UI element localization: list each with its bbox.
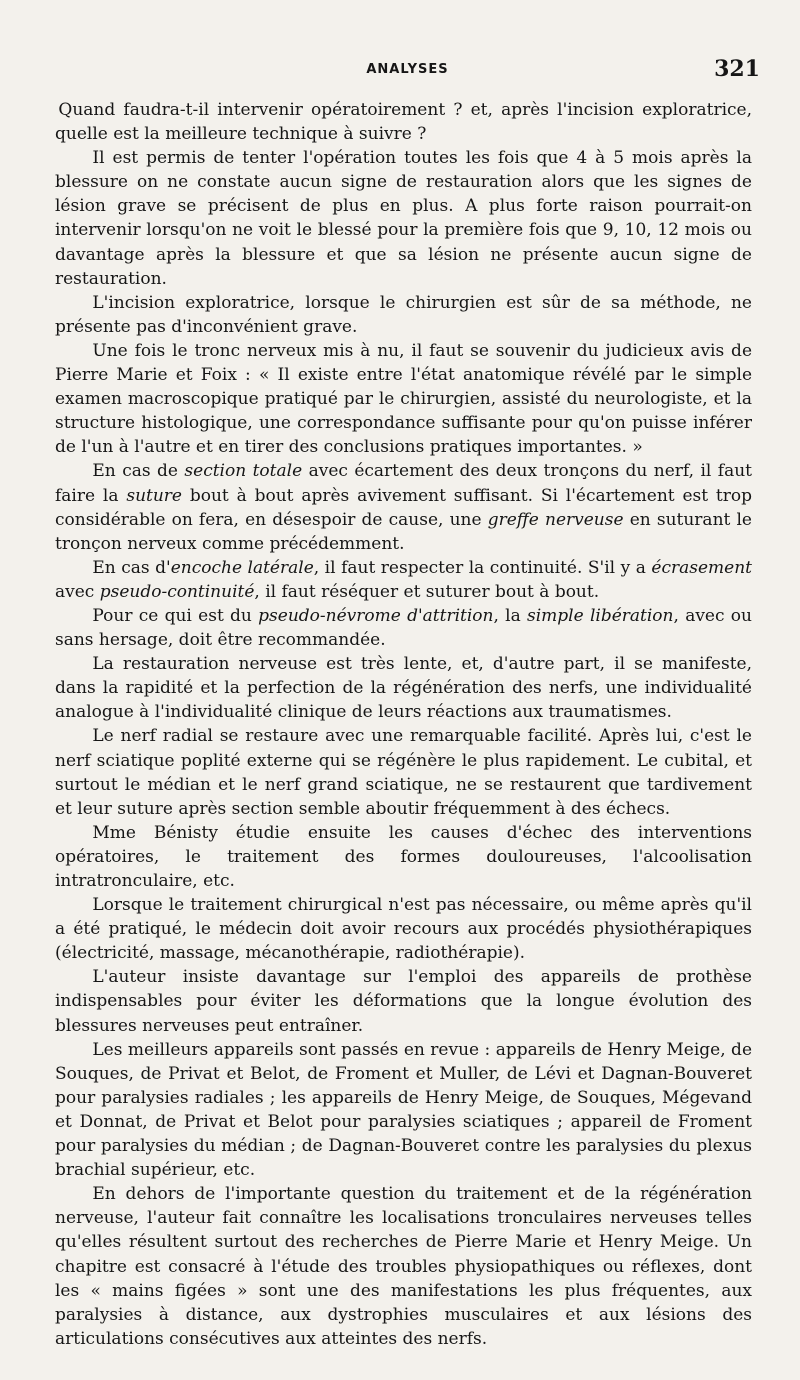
text-run: Pour ce qui est du	[92, 605, 259, 626]
text-run: Mme Bénisty étudie ensuite les causes d'échec des interventions opératoires, le traitement des formes douloureuses, l'alcoolisation intratronculaire, etc.	[55, 822, 752, 891]
paragraph	[55, 556, 752, 604]
italic-text: pseudo-névrome d'attrition	[258, 605, 494, 626]
body-text	[55, 98, 752, 1351]
page-header	[55, 56, 760, 86]
italic-text: pseudo-continuité	[99, 581, 255, 602]
paragraph	[55, 339, 752, 459]
text-run: L'auteur insiste davantage sur l'emploi des appareils de prothèse indispensables pour éviter les déformations que la longue évolution des blessures nerveuses peut entraîner.	[55, 967, 752, 1036]
paragraph	[55, 146, 752, 291]
paragraph	[55, 965, 752, 1037]
text-run: en suturant le tronçon nerveux comme précédemment.	[55, 509, 752, 554]
text-run: Le nerf radial se restaure avec une remarquable facilité. Après lui, c'est le nerf sciatique poplité externe qui se régénère le plus rapidement. Le cubital, et surtout le médian et le nerf grand sciatique, ne se restaurent que tardivement et leur suture après section semble aboutir fréquemment à des échecs.	[55, 726, 752, 819]
text-run: , il faut respecter la continuité. S'il y a	[313, 557, 652, 578]
text-run: , il faut réséquer et suturer bout à bout.	[254, 581, 600, 602]
paragraph	[55, 1182, 752, 1351]
text-run: avec écartement des deux tronçons du nerf, il faut faire la	[55, 461, 752, 506]
paragraph	[55, 604, 752, 652]
page-number: 321	[714, 56, 760, 82]
italic-text: suture	[126, 485, 182, 506]
text-run: Les meilleurs appareils sont passés en revue : appareils de Henry Meige, de Souques, de Privat et Belot, de Froment et Muller, de Lévi et Dagnan-Bouveret pour paralysies radiales ; les appareils de Henry Meige, de Souques, Mégevand et Donnat, de Privat et Belot pour paralysies sciatiques ; appareil de Froment pour paralysies du médian ; de Dagnan-Bouveret contre les paralysies du plexus brachial supérieur, etc.	[55, 1039, 752, 1181]
text-run: En dehors de l'importante question du traitement et de la régénération nerveuse, l'auteur fait connaître les localisations tronculaires nerveuses telles qu'elles résultent surtout des recherches de Pierre Marie et Henry Meige. Un chapitre est consacré à l'étude des troubles physiopathiques ou réflexes, dont les « mains figées » sont une des manifestations les plus fréquentes, aux paralysies à distance, aux dystrophies musculaires et aux lésions des articulations consécutives aux atteintes des nerfs.	[55, 1184, 752, 1349]
text-run: En cas d'	[92, 557, 171, 578]
running-title: ANALYSES	[366, 62, 449, 77]
text-run: , la	[493, 605, 528, 626]
paragraph	[55, 724, 752, 820]
text-run: Il est permis de tenter l'opération toutes les fois que 4 à 5 mois après la blessure on ne constate aucun signe de restauration alors que les signes de lésion grave se précisent de plus en plus. A plus forte raison pourrait-on intervenir lorsqu'on ne voit le blessé pour la première fois que 9, 10, 12 mois ou davantage après la blessure et que sa lésion ne présente aucun signe de restauration.	[55, 148, 752, 289]
text-run: bout à bout après avivement suffisant. Si l'écartement est trop considérable on fera, en désespoir de cause, une	[55, 485, 753, 530]
italic-text: simple libération	[527, 605, 674, 626]
italic-text: encoche latérale	[170, 557, 314, 578]
text-run: Quand faudra-t-il intervenir opératoirement ? et, après l'incision exploratrice, quelle est la meilleure technique à suivre ?	[55, 100, 752, 145]
text-run: Une fois le tronc nerveux mis à nu, il faut se souvenir du judicieux avis de Pierre Marie et Foix : « Il existe entre l'état anatomique révélé par le simple examen macroscopique pratiqué par le chirurgien, assisté du neurologiste, et la structure histologique, une correspondance suffisante pour qu'on puisse inférer de l'un à l'autre et en tirer des conclusions pratiques importantes. »	[55, 340, 752, 458]
text-run: La restauration nerveuse est très lente, et, d'autre part, il se manifeste, dans la rapidité et la perfection de la régénération des nerfs, une individualité analogue à l'individualité clinique de leurs réactions aux traumatismes.	[55, 654, 752, 723]
paragraph	[55, 821, 752, 893]
text-run: En cas de	[92, 461, 185, 482]
paragraph	[55, 291, 752, 339]
paragraph	[55, 893, 752, 965]
italic-text: greffe nerveuse	[487, 509, 624, 530]
text-run: avec	[55, 581, 100, 602]
paragraph	[55, 652, 752, 724]
paragraph	[55, 98, 752, 146]
italic-text: écrasement	[651, 557, 752, 578]
text-run: Lorsque le traitement chirurgical n'est pas nécessaire, ou même après qu'il a été pratiqué, le médecin doit avoir recours aux procédés physiothérapiques (électricité, massage, mécanothérapie, radiothérapie).	[55, 895, 752, 964]
paragraph	[55, 459, 752, 555]
italic-text: section totale	[184, 461, 303, 482]
paragraph	[55, 1038, 752, 1183]
text-run: L'incision exploratrice, lorsque le chirurgien est sûr de sa méthode, ne présente pas d'inconvénient grave.	[55, 292, 752, 337]
text-run: , avec ou sans hersage, doit être recommandée.	[55, 605, 752, 651]
